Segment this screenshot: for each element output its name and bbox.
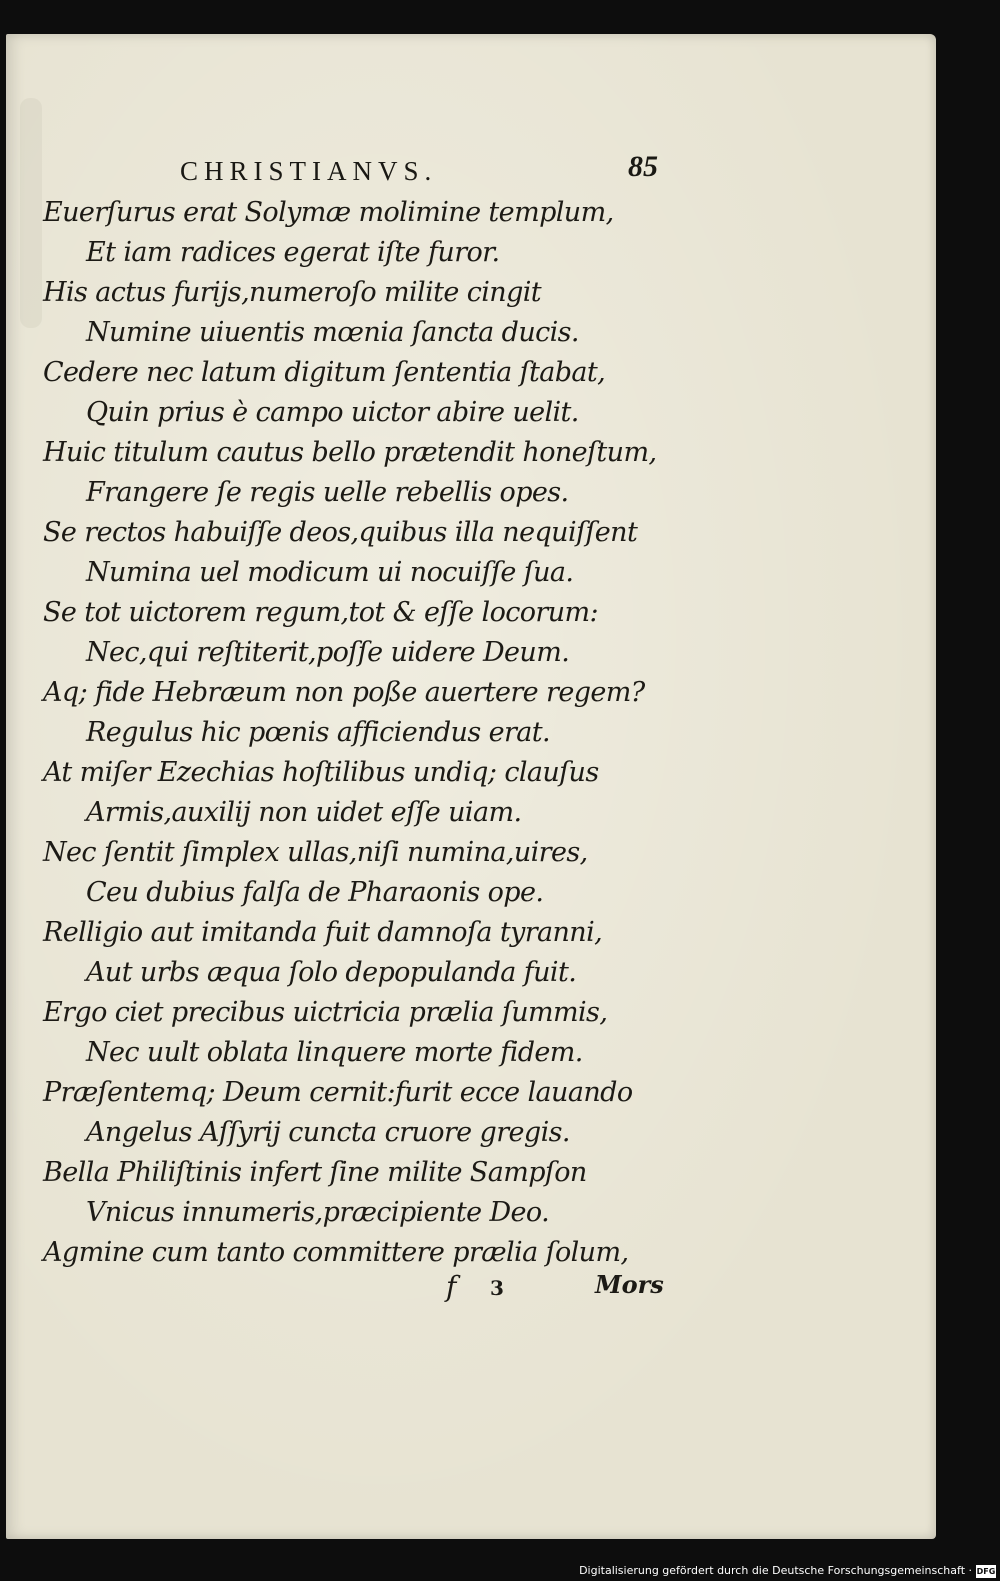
verse-line-pentameter: Aut urbs æqua ſolo depopulanda fuit. <box>86 957 577 988</box>
verse-line-hexameter: Aq; fide Hebræum non poße auertere regem? <box>43 677 645 708</box>
verse-line-hexameter: Huic titulum cautus bello prætendit honeſtum, <box>43 437 657 468</box>
verse-line-hexameter: His actus furijs,numeroſo milite cingit <box>43 277 542 308</box>
verse-line-pentameter: Numina uel modicum ui nocuiſſe ſua. <box>86 557 574 588</box>
verse-block <box>0 193 900 1273</box>
verse-line-pentameter: Numine uiuentis mœnia ſancta ducis. <box>86 317 579 348</box>
verse-line-pentameter: Nec,qui reſtiterit,poſſe uidere Deum. <box>86 637 570 668</box>
verse-line-hexameter: Se tot uictorem regum,tot & eſſe locorum: <box>43 597 599 628</box>
verse-line-hexameter: Euerſurus erat Solymæ molimine templum, <box>43 197 614 228</box>
verse-line-hexameter: Se rectos habuiſſe deos,quibus illa nequiſſent <box>43 517 638 548</box>
verse-line-hexameter: Nec ſentit ſimplex ullas,niſi numina,uires, <box>43 837 588 868</box>
verse-line-pentameter: Et iam radices egerat iſte furor. <box>86 237 500 268</box>
verse-line-hexameter: Cedere nec latum digitum ſententia ſtabat, <box>43 357 606 388</box>
page-number: 85 <box>628 150 658 183</box>
verse-line-pentameter: Angelus Aſſyrij cuncta cruore gregis. <box>86 1117 570 1148</box>
signature-mark-letter: f <box>446 1270 457 1303</box>
verse-line-pentameter: Nec uult oblata linquere morte fidem. <box>86 1037 583 1068</box>
verse-line-pentameter: Ceu dubius falſa de Pharaonis ope. <box>86 877 544 908</box>
verse-line-hexameter: At miſer Ezechias hoſtilibus undiq; clauſus <box>43 757 599 788</box>
verse-line-pentameter: Frangere ſe regis uelle rebellis opes. <box>86 477 569 508</box>
verse-line-hexameter: Relligio aut imitanda fuit damnoſa tyranni, <box>43 917 603 948</box>
verse-line-hexameter: Præſentemq; Deum cernit:furit ecce lauando <box>43 1077 633 1108</box>
verse-line-pentameter: Quin prius è campo uictor abire uelit. <box>86 397 579 428</box>
catchword: Mors <box>595 1270 664 1299</box>
verse-line-hexameter: Ergo ciet precibus uictricia prælia ſummis, <box>43 997 608 1028</box>
dfg-logo-icon: DFG <box>976 1567 996 1576</box>
signature-mark-number: 3 <box>490 1276 504 1300</box>
verse-line-hexameter: Agmine cum tanto committere prælia ſolum, <box>43 1237 629 1268</box>
verse-line-pentameter: Vnicus innumeris,præcipiente Deo. <box>86 1197 550 1228</box>
verse-line-pentameter: Regulus hic pœnis afficiendus erat. <box>86 717 550 748</box>
verse-line-pentameter: Armis,auxilij non uidet eſſe uiam. <box>86 797 522 828</box>
running-title: CHRISTIANVS. <box>180 156 438 186</box>
verse-line-hexameter: Bella Philiſtinis infert ſine milite Sampſon <box>43 1157 587 1188</box>
digitization-credit: Digitalisierung gefördert durch die Deutsche Forschungsgemeinschaft · <box>579 1564 972 1577</box>
